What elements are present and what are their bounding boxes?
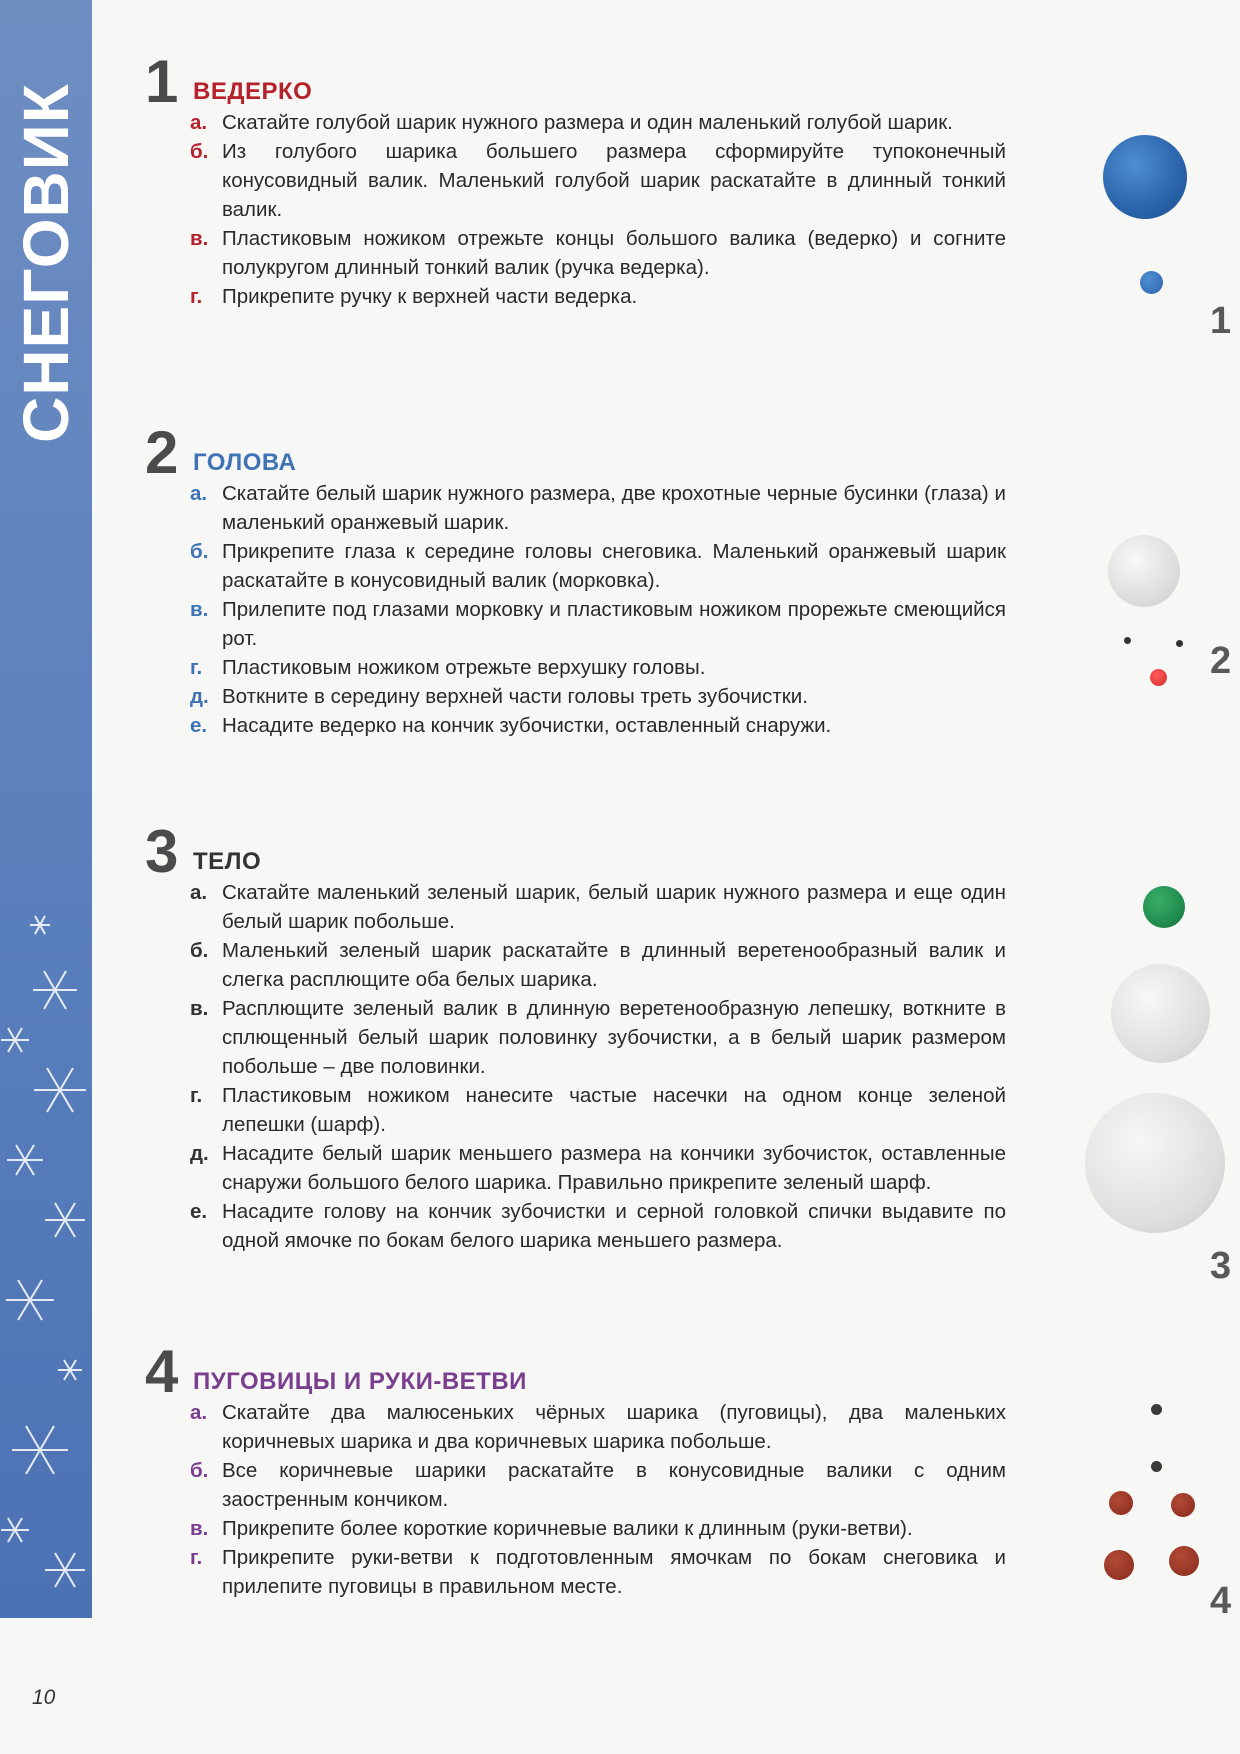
green-ball (1143, 886, 1185, 928)
black-bead-eye (1176, 640, 1183, 647)
step-text: Насадите голову на кончик зубочистки и серной головкой спички выдавите по одной ямочке по бокам белого шарика меньшего размера. (222, 1200, 1006, 1252)
step-text: Из голубого шарика большего размера сформируйте тупоконечный конусовидный валик. Маленький голубой шарик раскатайте в длинный тонкий валик. (222, 140, 1006, 221)
step-letter: а. (190, 482, 208, 505)
step-item (190, 1456, 1006, 1514)
blue-ball-large (1103, 135, 1187, 219)
blue-ball-small (1140, 271, 1163, 294)
black-ball-button (1151, 1404, 1162, 1415)
step-item (190, 682, 1006, 711)
step-item (190, 936, 1006, 994)
section-number: 2 (145, 419, 179, 486)
step-item (190, 878, 1006, 936)
section-title: ТЕЛО (193, 848, 262, 875)
step-item (190, 108, 1006, 137)
section-title: ГОЛОВА (193, 449, 297, 476)
step-letter: в. (190, 598, 209, 621)
section-title: ВЕДЕРКО (193, 78, 313, 105)
step-text: Прилепите под глазами морковку и пластиковым ножиком прорежьте смеющийся рот. (222, 598, 1006, 650)
step-letter: г. (190, 1546, 203, 1569)
step-list (190, 108, 1006, 311)
step-letter: а. (190, 111, 208, 134)
step-list (190, 878, 1006, 1255)
step-letter: е. (190, 1200, 208, 1223)
side-number: 4 (1210, 1580, 1232, 1622)
step-item (190, 1514, 1006, 1543)
brown-ball-large (1169, 1546, 1199, 1576)
white-ball-large (1085, 1093, 1225, 1233)
step-item (190, 537, 1006, 595)
step-letter: в. (190, 1517, 209, 1540)
brown-ball-large (1104, 1550, 1134, 1580)
step-text: Скатайте голубой шарик нужного размера и один маленький голубой шарик. (222, 111, 953, 134)
step-list (190, 479, 1006, 740)
step-item (190, 994, 1006, 1081)
step-text: Насадите белый шарик меньшего размера на кончики зубочисток, оставленные снаружи большого белого шарика. Правильно прикрепите зеленый шарф. (222, 1142, 1006, 1194)
sidebar-band (0, 0, 92, 1618)
section-number: 1 (145, 48, 179, 115)
step-text: Пластиковым ножиком отрежьте концы большого валика (ведерко) и согните полукругом длинный тонкий валик (ручка ведерка). (222, 227, 1006, 279)
step-text: Скатайте два малюсеньких чёрных шарика (пуговицы), два маленьких коричневых шарика и два коричневых шарика побольше. (222, 1401, 1006, 1453)
step-text: Воткните в середину верхней части головы треть зубочистки. (222, 685, 808, 708)
section-title: ПУГОВИЦЫ И РУКИ-ВЕТВИ (193, 1368, 527, 1395)
white-ball-medium (1111, 964, 1210, 1063)
step-text: Скатайте белый шарик нужного размера, две крохотные черные бусинки (глаза) и маленький оранжевый шарик. (222, 482, 1006, 534)
step-letter: г. (190, 656, 203, 679)
section-number: 3 (145, 818, 179, 885)
sidebar-title-text: СНЕГОВИК (10, 82, 82, 443)
step-letter: г. (190, 285, 203, 308)
step-text: Прикрепите более короткие коричневые валики к длинным (руки-ветви). (222, 1517, 913, 1540)
step-item (190, 1398, 1006, 1456)
step-item (190, 224, 1006, 282)
step-text: Пластиковым ножиком нанесите частые насечки на одном конце зеленой лепешки (шарф). (222, 1084, 1006, 1136)
snowflake-decoration (0, 900, 92, 1618)
side-number: 3 (1210, 1245, 1232, 1287)
step-letter: а. (190, 881, 208, 904)
step-text: Маленький зеленый шарик раскатайте в длинный веретенообразный валик и слегка расплющите оба белых шарика. (222, 939, 1006, 991)
step-item (190, 137, 1006, 224)
step-letter: б. (190, 1459, 209, 1482)
step-list (190, 1398, 1006, 1601)
step-item (190, 1197, 1006, 1255)
black-ball-button (1151, 1461, 1162, 1472)
step-letter: в. (190, 997, 209, 1020)
white-ball-head (1108, 535, 1180, 607)
step-text: Насадите ведерко на кончик зубочистки, оставленный снаружи. (222, 714, 832, 737)
brown-ball-small (1171, 1493, 1195, 1517)
step-item (190, 282, 1006, 311)
step-item (190, 1543, 1006, 1601)
step-text: Прикрепите ручку к верхней части ведерка. (222, 285, 638, 308)
step-item (190, 1139, 1006, 1197)
side-number: 2 (1210, 640, 1232, 682)
step-letter: д. (190, 1142, 209, 1165)
step-letter: б. (190, 540, 209, 563)
page-number: 10 (32, 1686, 56, 1709)
step-item (190, 595, 1006, 653)
step-letter: е. (190, 714, 208, 737)
step-letter: г. (190, 1084, 203, 1107)
step-letter: б. (190, 939, 209, 962)
step-letter: а. (190, 1401, 208, 1424)
step-text: Скатайте маленький зеленый шарик, белый шарик нужного размера и еще один белый шарик побольше. (222, 881, 1006, 933)
black-bead-eye (1124, 637, 1131, 644)
step-text: Прикрепите глаза к середине головы снеговика. Маленький оранжевый шарик раскатайте в конусовидный валик (морковка). (222, 540, 1006, 592)
step-text: Пластиковым ножиком отрежьте верхушку головы. (222, 656, 706, 679)
step-item (190, 653, 1006, 682)
step-text: Расплющите зеленый валик в длинную веретенообразную лепешку, воткните в сплющенный белый шарик половинку зубочистки, а в белый шарик размером побольше – две половинки. (222, 997, 1006, 1078)
side-number: 1 (1210, 300, 1232, 342)
step-text: Все коричневые шарики раскатайте в конусовидные валики с одним заостренным кончиком. (222, 1459, 1006, 1511)
step-item (190, 1081, 1006, 1139)
step-text: Прикрепите руки-ветви к подготовленным ямочкам по бокам снеговика и прилепите пуговицы в правильном месте. (222, 1546, 1006, 1598)
step-item (190, 479, 1006, 537)
brown-ball-small (1109, 1491, 1133, 1515)
step-letter: б. (190, 140, 209, 163)
sidebar-title (4, 82, 88, 443)
section-number: 4 (145, 1338, 179, 1405)
step-letter: д. (190, 685, 209, 708)
orange-ball-nose (1150, 669, 1167, 686)
step-item (190, 711, 1006, 740)
step-letter: в. (190, 227, 209, 250)
